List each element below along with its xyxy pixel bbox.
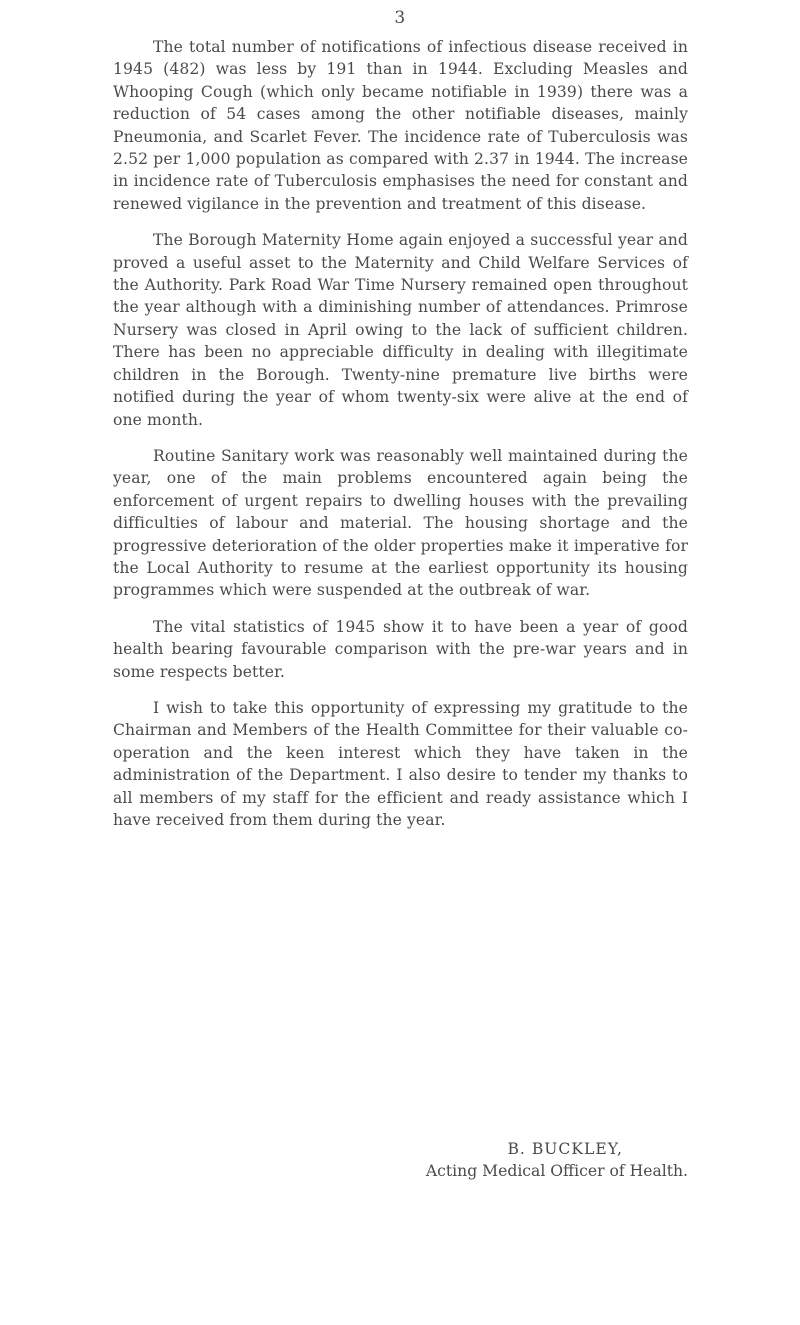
signatory-title: Acting Medical Officer of Health.: [425, 1162, 688, 1181]
signature-block: [113, 1138, 688, 1183]
paragraph-sanitary-work: Routine Sanitary work was reasonably well maintained during the year, one of the main problems encountered again being the enforcement of urgent repairs to dwelling houses with the prevailing difficulties of labour and material. The housing shortage and the progressive deterioration of the older properties make it imperative for the Local Authority to resume at the earliest opportunity its housing programmes which were suspended at the outbreak of war.: [113, 446, 688, 600]
paragraph-infectious-disease: The total number of notifications of infectious disease received in 1945 (482) was less by 191 than in 1944. Excluding Measles and Whooping Cough (which only became notifiable in 1939) there was a reduction of 54 cases among the other notifiable diseases, mainly Pneumonia, and Scarlet Fever. The incidence rate of Tuberculosis was 2.52 per 1,000 population as compared with 2.37 in 1944. The increase in incidence rate of Tuberculosis emphasises the need for constant and renewed vigilance in the prevention and treatment of this disease.: [113, 38, 688, 213]
page-number: 3: [394, 8, 406, 28]
report-body: [113, 36, 688, 845]
paragraph-vital-statistics: The vital statistics of 1945 show it to have been a year of good health bearing favourable comparison with the pre-war years and in some respects better.: [113, 617, 688, 681]
signatory-name: B. BUCKLEY,: [507, 1140, 623, 1158]
paragraph-acknowledgements: I wish to take this opportunity of expressing my gratitude to the Chairman and Members of the Health Committee for their valuable co-operation and the keen interest which they have taken in the administration of the Department. I also desire to tender my thanks to all members of my staff for the efficient and ready assistance which I have received from them during the year.: [113, 698, 688, 829]
paragraph-maternity-welfare: The Borough Maternity Home again enjoyed a successful year and proved a useful asset to the Maternity and Child Welfare Services of the Authority. Park Road War Time Nursery remained open throughout the year although with a diminishing number of attendances. Primrose Nursery was closed in April owing to the lack of sufficient children. There has been no appreciable difficulty in dealing with illegitimate children in the Borough. Twenty-nine premature live births were notified during the year of whom twenty-six were alive at the end of one month.: [113, 231, 688, 429]
